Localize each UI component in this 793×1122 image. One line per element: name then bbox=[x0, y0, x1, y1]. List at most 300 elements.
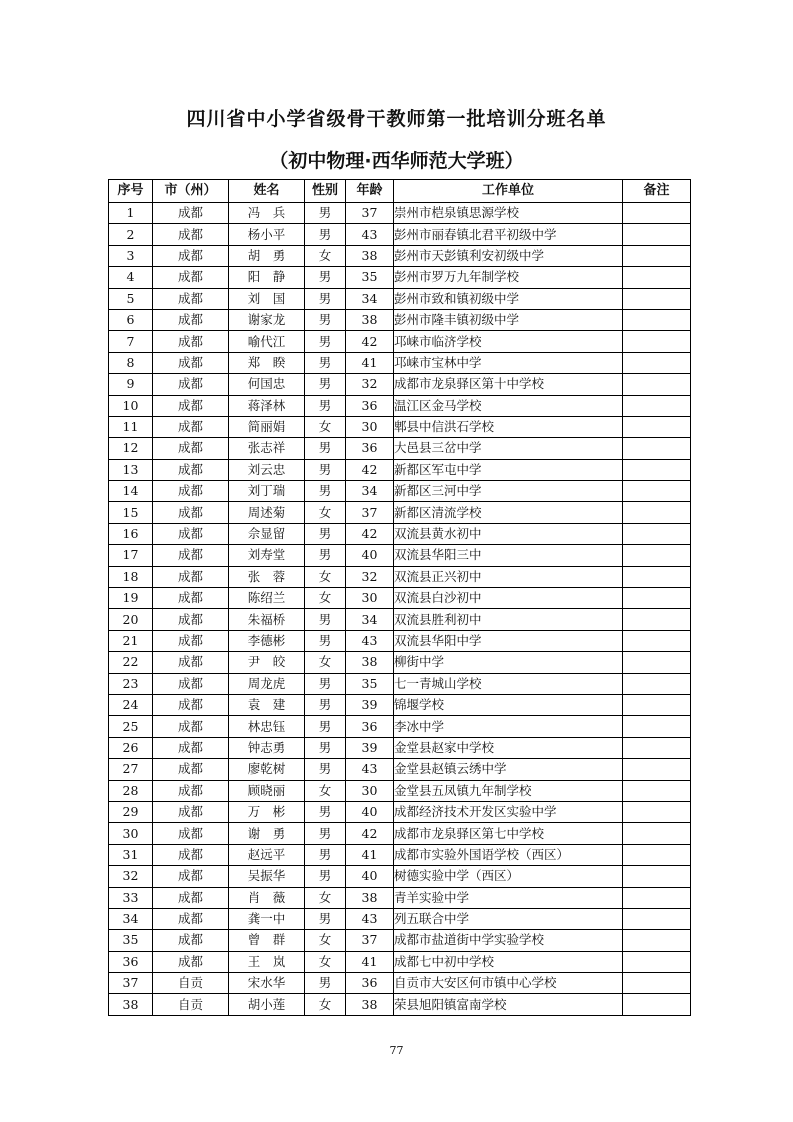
cell-city: 成都 bbox=[153, 951, 229, 972]
cell-city: 成都 bbox=[153, 545, 229, 566]
cell-index: 23 bbox=[109, 673, 153, 694]
cell-workplace: 温江区金马学校 bbox=[394, 395, 623, 416]
cell-index: 24 bbox=[109, 694, 153, 715]
header-city: 市（州） bbox=[153, 180, 229, 203]
cell-name: 顾晓丽 bbox=[229, 780, 305, 801]
cell-age: 34 bbox=[346, 609, 394, 630]
cell-city: 成都 bbox=[153, 801, 229, 822]
table-row bbox=[109, 737, 691, 758]
cell-workplace: 荣县旭阳镇富南学校 bbox=[394, 994, 623, 1015]
table-row bbox=[109, 267, 691, 288]
cell-workplace: 彭州市罗万九年制学校 bbox=[394, 267, 623, 288]
cell-name: 曾 群 bbox=[229, 930, 305, 951]
cell-workplace: 列五联合中学 bbox=[394, 908, 623, 929]
cell-city: 成都 bbox=[153, 673, 229, 694]
table-row bbox=[109, 438, 691, 459]
table-row bbox=[109, 481, 691, 502]
cell-gender: 女 bbox=[305, 502, 346, 523]
cell-gender: 男 bbox=[305, 823, 346, 844]
cell-remarks bbox=[623, 481, 691, 502]
header-gender: 性别 bbox=[305, 180, 346, 203]
cell-index: 16 bbox=[109, 523, 153, 544]
cell-age: 42 bbox=[346, 459, 394, 480]
cell-name: 钟志勇 bbox=[229, 737, 305, 758]
header-remarks: 备注 bbox=[623, 180, 691, 203]
cell-remarks bbox=[623, 887, 691, 908]
cell-name: 吴振华 bbox=[229, 866, 305, 887]
cell-index: 31 bbox=[109, 844, 153, 865]
cell-index: 13 bbox=[109, 459, 153, 480]
cell-name: 胡 勇 bbox=[229, 245, 305, 266]
table-row bbox=[109, 352, 691, 373]
cell-remarks bbox=[623, 609, 691, 630]
cell-gender: 女 bbox=[305, 588, 346, 609]
table-row bbox=[109, 930, 691, 951]
cell-city: 成都 bbox=[153, 288, 229, 309]
cell-gender: 女 bbox=[305, 930, 346, 951]
cell-age: 38 bbox=[346, 994, 394, 1015]
cell-name: 佘显留 bbox=[229, 523, 305, 544]
cell-age: 40 bbox=[346, 866, 394, 887]
cell-remarks bbox=[623, 309, 691, 330]
cell-name: 赵远平 bbox=[229, 844, 305, 865]
cell-remarks bbox=[623, 566, 691, 587]
cell-remarks bbox=[623, 203, 691, 224]
cell-age: 43 bbox=[346, 908, 394, 929]
table-row bbox=[109, 502, 691, 523]
cell-workplace: 金堂县赵镇云绣中学 bbox=[394, 759, 623, 780]
cell-remarks bbox=[623, 716, 691, 737]
cell-workplace: 成都经济技术开发区实验中学 bbox=[394, 801, 623, 822]
table-row bbox=[109, 801, 691, 822]
cell-remarks bbox=[623, 694, 691, 715]
cell-gender: 男 bbox=[305, 523, 346, 544]
cell-gender: 男 bbox=[305, 609, 346, 630]
cell-remarks bbox=[623, 866, 691, 887]
cell-remarks bbox=[623, 930, 691, 951]
cell-index: 21 bbox=[109, 630, 153, 651]
table-row bbox=[109, 759, 691, 780]
table-row bbox=[109, 588, 691, 609]
cell-workplace: 成都市龙泉驿区第七中学校 bbox=[394, 823, 623, 844]
cell-index: 5 bbox=[109, 288, 153, 309]
table-row bbox=[109, 951, 691, 972]
cell-index: 15 bbox=[109, 502, 153, 523]
cell-workplace: 彭州市致和镇初级中学 bbox=[394, 288, 623, 309]
table-row bbox=[109, 459, 691, 480]
cell-name: 胡小莲 bbox=[229, 994, 305, 1015]
cell-workplace: 双流县黄水初中 bbox=[394, 523, 623, 544]
cell-workplace: 成都七中初中学校 bbox=[394, 951, 623, 972]
cell-city: 成都 bbox=[153, 352, 229, 373]
cell-city: 成都 bbox=[153, 908, 229, 929]
cell-workplace: 成都市龙泉驿区第十中学校 bbox=[394, 374, 623, 395]
cell-age: 41 bbox=[346, 352, 394, 373]
table-row bbox=[109, 566, 691, 587]
cell-city: 成都 bbox=[153, 887, 229, 908]
table-row bbox=[109, 309, 691, 330]
table-header-row bbox=[109, 180, 691, 203]
cell-gender: 男 bbox=[305, 759, 346, 780]
cell-age: 36 bbox=[346, 395, 394, 416]
cell-index: 10 bbox=[109, 395, 153, 416]
cell-workplace: 双流县华阳三中 bbox=[394, 545, 623, 566]
cell-workplace: 双流县白沙初中 bbox=[394, 588, 623, 609]
cell-workplace: 李冰中学 bbox=[394, 716, 623, 737]
cell-city: 成都 bbox=[153, 331, 229, 352]
roster-table bbox=[108, 179, 691, 1016]
cell-name: 张志祥 bbox=[229, 438, 305, 459]
cell-age: 37 bbox=[346, 930, 394, 951]
cell-name: 宋水华 bbox=[229, 973, 305, 994]
cell-city: 成都 bbox=[153, 609, 229, 630]
cell-gender: 女 bbox=[305, 245, 346, 266]
cell-index: 30 bbox=[109, 823, 153, 844]
cell-workplace: 金堂县五凤镇九年制学校 bbox=[394, 780, 623, 801]
cell-index: 11 bbox=[109, 416, 153, 437]
cell-gender: 男 bbox=[305, 481, 346, 502]
cell-name: 谢家龙 bbox=[229, 309, 305, 330]
cell-workplace: 自贡市大安区何市镇中心学校 bbox=[394, 973, 623, 994]
table-row bbox=[109, 416, 691, 437]
cell-index: 34 bbox=[109, 908, 153, 929]
cell-gender: 男 bbox=[305, 801, 346, 822]
cell-remarks bbox=[623, 224, 691, 245]
cell-name: 廖乾树 bbox=[229, 759, 305, 780]
table-row bbox=[109, 374, 691, 395]
cell-age: 43 bbox=[346, 630, 394, 651]
cell-index: 37 bbox=[109, 973, 153, 994]
cell-index: 7 bbox=[109, 331, 153, 352]
cell-gender: 男 bbox=[305, 694, 346, 715]
cell-workplace: 彭州市隆丰镇初级中学 bbox=[394, 309, 623, 330]
cell-age: 32 bbox=[346, 374, 394, 395]
cell-index: 22 bbox=[109, 652, 153, 673]
cell-city: 成都 bbox=[153, 630, 229, 651]
cell-index: 18 bbox=[109, 566, 153, 587]
cell-age: 35 bbox=[346, 267, 394, 288]
cell-remarks bbox=[623, 951, 691, 972]
cell-city: 成都 bbox=[153, 823, 229, 844]
cell-remarks bbox=[623, 459, 691, 480]
cell-name: 郑 睽 bbox=[229, 352, 305, 373]
cell-city: 成都 bbox=[153, 416, 229, 437]
cell-gender: 男 bbox=[305, 866, 346, 887]
table-row bbox=[109, 203, 691, 224]
cell-remarks bbox=[623, 737, 691, 758]
cell-name: 简丽娟 bbox=[229, 416, 305, 437]
document-subtitle: （初中物理·西华师范大学班） bbox=[269, 150, 524, 172]
table-row bbox=[109, 609, 691, 630]
cell-remarks bbox=[623, 267, 691, 288]
cell-gender: 女 bbox=[305, 951, 346, 972]
cell-name: 喻代江 bbox=[229, 331, 305, 352]
header-workplace: 工作单位 bbox=[394, 180, 623, 203]
cell-workplace: 锦堰学校 bbox=[394, 694, 623, 715]
table-row bbox=[109, 331, 691, 352]
cell-name: 林忠钰 bbox=[229, 716, 305, 737]
table-row bbox=[109, 523, 691, 544]
cell-age: 42 bbox=[346, 523, 394, 544]
cell-name: 刘丁瑞 bbox=[229, 481, 305, 502]
cell-remarks bbox=[623, 652, 691, 673]
cell-index: 19 bbox=[109, 588, 153, 609]
cell-gender: 女 bbox=[305, 780, 346, 801]
cell-gender: 男 bbox=[305, 331, 346, 352]
cell-remarks bbox=[623, 844, 691, 865]
cell-gender: 男 bbox=[305, 737, 346, 758]
cell-gender: 女 bbox=[305, 416, 346, 437]
cell-age: 32 bbox=[346, 566, 394, 587]
cell-city: 成都 bbox=[153, 459, 229, 480]
cell-name: 万 彬 bbox=[229, 801, 305, 822]
cell-workplace: 七一青城山学校 bbox=[394, 673, 623, 694]
table-row bbox=[109, 288, 691, 309]
cell-gender: 女 bbox=[305, 887, 346, 908]
cell-name: 王 岚 bbox=[229, 951, 305, 972]
cell-age: 38 bbox=[346, 309, 394, 330]
cell-remarks bbox=[623, 331, 691, 352]
cell-name: 周述菊 bbox=[229, 502, 305, 523]
cell-remarks bbox=[623, 908, 691, 929]
cell-city: 成都 bbox=[153, 759, 229, 780]
cell-workplace: 彭州市丽春镇北君平初级中学 bbox=[394, 224, 623, 245]
cell-workplace: 双流县华阳中学 bbox=[394, 630, 623, 651]
cell-index: 6 bbox=[109, 309, 153, 330]
cell-workplace: 新都区军屯中学 bbox=[394, 459, 623, 480]
cell-index: 2 bbox=[109, 224, 153, 245]
cell-age: 38 bbox=[346, 887, 394, 908]
cell-age: 42 bbox=[346, 823, 394, 844]
cell-age: 43 bbox=[346, 759, 394, 780]
cell-remarks bbox=[623, 395, 691, 416]
table-row bbox=[109, 545, 691, 566]
cell-gender: 男 bbox=[305, 438, 346, 459]
table-row bbox=[109, 630, 691, 651]
cell-age: 37 bbox=[346, 502, 394, 523]
cell-workplace: 邛崃市宝林中学 bbox=[394, 352, 623, 373]
cell-name: 肖 薇 bbox=[229, 887, 305, 908]
table-row bbox=[109, 652, 691, 673]
cell-age: 37 bbox=[346, 203, 394, 224]
cell-name: 尹 皎 bbox=[229, 652, 305, 673]
cell-index: 1 bbox=[109, 203, 153, 224]
cell-city: 成都 bbox=[153, 395, 229, 416]
cell-workplace: 郫县中信洪石学校 bbox=[394, 416, 623, 437]
cell-name: 刘云忠 bbox=[229, 459, 305, 480]
page-number: 77 bbox=[389, 1044, 404, 1057]
cell-city: 成都 bbox=[153, 438, 229, 459]
cell-index: 27 bbox=[109, 759, 153, 780]
cell-city: 成都 bbox=[153, 737, 229, 758]
table-row bbox=[109, 694, 691, 715]
cell-name: 阳 静 bbox=[229, 267, 305, 288]
cell-age: 34 bbox=[346, 288, 394, 309]
cell-city: 成都 bbox=[153, 566, 229, 587]
cell-city: 成都 bbox=[153, 652, 229, 673]
cell-name: 谢 勇 bbox=[229, 823, 305, 844]
cell-city: 成都 bbox=[153, 780, 229, 801]
cell-age: 34 bbox=[346, 481, 394, 502]
table-row bbox=[109, 673, 691, 694]
cell-remarks bbox=[623, 523, 691, 544]
cell-name: 何国忠 bbox=[229, 374, 305, 395]
cell-age: 38 bbox=[346, 245, 394, 266]
cell-remarks bbox=[623, 759, 691, 780]
cell-gender: 男 bbox=[305, 267, 346, 288]
cell-city: 成都 bbox=[153, 694, 229, 715]
cell-age: 39 bbox=[346, 694, 394, 715]
cell-gender: 女 bbox=[305, 994, 346, 1015]
cell-name: 蒋泽林 bbox=[229, 395, 305, 416]
cell-remarks bbox=[623, 973, 691, 994]
cell-remarks bbox=[623, 823, 691, 844]
cell-age: 36 bbox=[346, 716, 394, 737]
cell-name: 朱福桥 bbox=[229, 609, 305, 630]
cell-index: 14 bbox=[109, 481, 153, 502]
cell-index: 29 bbox=[109, 801, 153, 822]
cell-city: 自贡 bbox=[153, 994, 229, 1015]
cell-age: 39 bbox=[346, 737, 394, 758]
cell-remarks bbox=[623, 801, 691, 822]
cell-city: 成都 bbox=[153, 523, 229, 544]
cell-gender: 男 bbox=[305, 374, 346, 395]
cell-gender: 男 bbox=[305, 203, 346, 224]
cell-remarks bbox=[623, 502, 691, 523]
table-row bbox=[109, 908, 691, 929]
cell-age: 41 bbox=[346, 951, 394, 972]
cell-workplace: 新都区三河中学 bbox=[394, 481, 623, 502]
cell-workplace: 柳街中学 bbox=[394, 652, 623, 673]
cell-name: 龚一中 bbox=[229, 908, 305, 929]
cell-gender: 男 bbox=[305, 716, 346, 737]
cell-remarks bbox=[623, 994, 691, 1015]
cell-index: 3 bbox=[109, 245, 153, 266]
cell-gender: 男 bbox=[305, 395, 346, 416]
cell-remarks bbox=[623, 673, 691, 694]
cell-workplace: 青羊实验中学 bbox=[394, 887, 623, 908]
cell-gender: 女 bbox=[305, 566, 346, 587]
cell-workplace: 成都市实验外国语学校（西区） bbox=[394, 844, 623, 865]
cell-name: 刘寿堂 bbox=[229, 545, 305, 566]
cell-remarks bbox=[623, 545, 691, 566]
cell-gender: 女 bbox=[305, 652, 346, 673]
cell-age: 38 bbox=[346, 652, 394, 673]
cell-gender: 男 bbox=[305, 288, 346, 309]
cell-city: 成都 bbox=[153, 203, 229, 224]
cell-age: 40 bbox=[346, 545, 394, 566]
document-title: 四川省中小学省级骨干教师第一批培训分班名单 bbox=[186, 108, 607, 130]
table-row bbox=[109, 780, 691, 801]
cell-name: 李德彬 bbox=[229, 630, 305, 651]
cell-workplace: 新都区清流学校 bbox=[394, 502, 623, 523]
cell-index: 33 bbox=[109, 887, 153, 908]
cell-index: 35 bbox=[109, 930, 153, 951]
cell-index: 38 bbox=[109, 994, 153, 1015]
cell-workplace: 成都市盐道街中学实验学校 bbox=[394, 930, 623, 951]
cell-gender: 男 bbox=[305, 973, 346, 994]
cell-index: 36 bbox=[109, 951, 153, 972]
cell-name: 冯 兵 bbox=[229, 203, 305, 224]
cell-city: 成都 bbox=[153, 224, 229, 245]
cell-workplace: 邛崃市临济学校 bbox=[394, 331, 623, 352]
cell-gender: 男 bbox=[305, 545, 346, 566]
cell-workplace: 崇州市桤泉镇思源学校 bbox=[394, 203, 623, 224]
cell-workplace: 金堂县赵家中学校 bbox=[394, 737, 623, 758]
cell-index: 12 bbox=[109, 438, 153, 459]
table-row bbox=[109, 994, 691, 1015]
cell-remarks bbox=[623, 438, 691, 459]
cell-index: 28 bbox=[109, 780, 153, 801]
cell-index: 4 bbox=[109, 267, 153, 288]
cell-remarks bbox=[623, 780, 691, 801]
cell-workplace: 双流县正兴初中 bbox=[394, 566, 623, 587]
cell-index: 9 bbox=[109, 374, 153, 395]
cell-gender: 男 bbox=[305, 844, 346, 865]
cell-workplace: 彭州市天彭镇利安初级中学 bbox=[394, 245, 623, 266]
cell-age: 30 bbox=[346, 416, 394, 437]
cell-age: 40 bbox=[346, 801, 394, 822]
table-row bbox=[109, 823, 691, 844]
cell-city: 自贡 bbox=[153, 973, 229, 994]
cell-city: 成都 bbox=[153, 930, 229, 951]
cell-gender: 男 bbox=[305, 352, 346, 373]
cell-gender: 男 bbox=[305, 630, 346, 651]
header-age: 年龄 bbox=[346, 180, 394, 203]
table-body bbox=[109, 203, 691, 1016]
cell-city: 成都 bbox=[153, 309, 229, 330]
cell-remarks bbox=[623, 245, 691, 266]
cell-gender: 男 bbox=[305, 309, 346, 330]
table-row bbox=[109, 395, 691, 416]
cell-city: 成都 bbox=[153, 374, 229, 395]
cell-gender: 男 bbox=[305, 459, 346, 480]
cell-age: 36 bbox=[346, 973, 394, 994]
table-row bbox=[109, 224, 691, 245]
cell-remarks bbox=[623, 352, 691, 373]
cell-city: 成都 bbox=[153, 502, 229, 523]
header-index: 序号 bbox=[109, 180, 153, 203]
table-row bbox=[109, 245, 691, 266]
cell-remarks bbox=[623, 416, 691, 437]
cell-index: 17 bbox=[109, 545, 153, 566]
cell-remarks bbox=[623, 288, 691, 309]
cell-city: 成都 bbox=[153, 245, 229, 266]
table-row bbox=[109, 887, 691, 908]
cell-remarks bbox=[623, 374, 691, 395]
cell-city: 成都 bbox=[153, 588, 229, 609]
cell-gender: 男 bbox=[305, 908, 346, 929]
cell-gender: 男 bbox=[305, 224, 346, 245]
cell-gender: 男 bbox=[305, 673, 346, 694]
cell-workplace: 双流县胜利初中 bbox=[394, 609, 623, 630]
cell-age: 42 bbox=[346, 331, 394, 352]
cell-age: 43 bbox=[346, 224, 394, 245]
table-row bbox=[109, 866, 691, 887]
cell-age: 30 bbox=[346, 780, 394, 801]
cell-age: 30 bbox=[346, 588, 394, 609]
cell-city: 成都 bbox=[153, 844, 229, 865]
cell-city: 成都 bbox=[153, 716, 229, 737]
cell-name: 张 蓉 bbox=[229, 566, 305, 587]
cell-workplace: 大邑县三岔中学 bbox=[394, 438, 623, 459]
cell-remarks bbox=[623, 588, 691, 609]
cell-name: 袁 建 bbox=[229, 694, 305, 715]
cell-index: 25 bbox=[109, 716, 153, 737]
cell-name: 刘 国 bbox=[229, 288, 305, 309]
cell-city: 成都 bbox=[153, 866, 229, 887]
cell-index: 20 bbox=[109, 609, 153, 630]
